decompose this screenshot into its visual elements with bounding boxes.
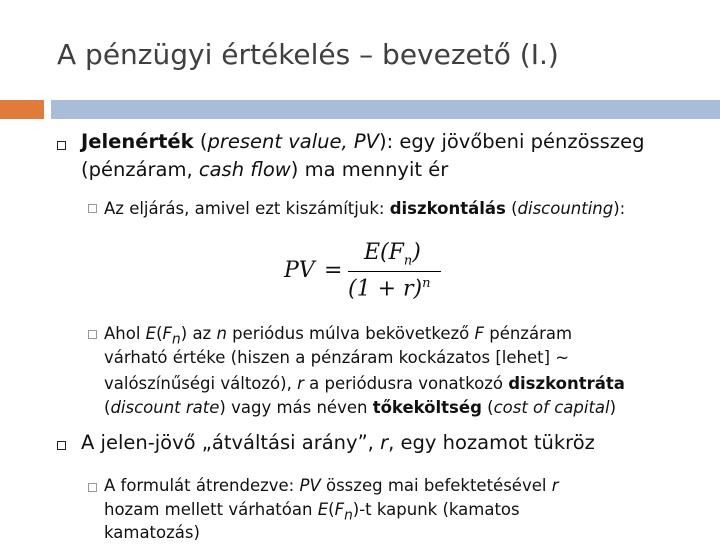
present-value-formula [284,240,454,310]
text: (1 + r) [348,276,423,302]
accent-bar-orange [0,100,44,119]
text: összeg mai befektetésével [320,476,552,495]
text: ): egy jövőbeni pénzösszeg [378,130,645,153]
text: , egy hozamot tükröz [388,431,595,454]
formula-equals: = [324,258,343,283]
text: ( [193,130,208,153]
sub-bullet-icon [88,483,97,492]
text: r [551,476,559,495]
formula-denominator [348,276,430,301]
text: ( [328,500,335,519]
text: periódus múlva bekövetkező [226,324,475,343]
sub-bullet-icon [88,330,97,339]
text: )-t kapunk (kamatos [352,500,520,519]
text: r [380,431,389,454]
text: ( [104,398,111,417]
text: a periódusra vonatkozó [303,374,509,393]
text: A formulát átrendezve: [104,476,300,495]
text: F [334,500,345,519]
bullet-1-line-1 [81,128,644,156]
slide-title: A pénzügyi értékelés – bevezető (I.) [57,38,559,71]
text: F [162,324,173,343]
text: ) vagy más néven [219,398,373,417]
text: PV [299,476,321,495]
term-discount-rate-en: discount rate [110,398,220,417]
text: r [297,374,304,393]
text: pénzáram [483,324,573,343]
text: ) [412,240,421,265]
text: A jelen-jövő „átváltási arány”, [81,431,381,454]
text: ) az [180,324,217,343]
subscript: n [172,331,181,348]
term-english: present value, PV [207,130,379,153]
text: E [317,500,329,519]
subscript: n [403,253,413,269]
sub-bullet-3-line-3: kamatozás) [104,523,200,542]
text: hozam mellett várhatóan [104,500,318,519]
term-cost-of-capital-en: cost of capital [493,398,610,417]
text: Az eljárás, amivel ezt kiszámítjuk: [104,199,390,218]
term-present-value: Jelenérték [81,130,194,153]
formula-lhs: PV [284,258,315,283]
accent-bar-blue [51,100,720,119]
sub-bullet-2-line-2: várható értéke (hiszen a pénzáram kockázatos [lehet] ~ [104,348,570,367]
sub-bullet-2-line-3 [104,372,625,395]
text: valószínűségi változó), [104,374,298,393]
term-cost-of-capital-hu: tőkeköltség [372,398,482,417]
sub-bullet-3-line-1 [104,474,559,497]
text: ) [609,398,617,417]
text: ) ma mennyit ér [290,158,449,181]
text: E(F [364,240,404,265]
bullet-1-line-2 [81,156,448,184]
term-discounting-hu: diszkontálás [389,199,506,218]
term-discounting-en: discounting [517,199,614,218]
text: n [216,324,227,343]
sub-bullet-icon [88,204,97,213]
term-cash-flow: cash flow [198,158,291,181]
square-bullet-icon [57,441,66,450]
square-bullet-icon [57,141,66,150]
bullet-2-text [81,429,595,457]
term-discount-rate-hu: diszkontráta [508,374,625,393]
text: (pénzáram, [81,158,199,181]
text: ( [156,324,163,343]
text: E [145,324,157,343]
text: ): [613,199,626,218]
subscript: n [344,507,353,524]
text: Ahol [104,324,146,343]
superscript: n [422,276,431,291]
fraction-line [348,271,441,272]
text: ( [505,199,518,218]
sub-bullet-1-text [104,197,625,220]
sub-bullet-2-line-4 [104,396,616,419]
formula-numerator [364,240,421,268]
text: ( [481,398,494,417]
text: F [474,324,484,343]
